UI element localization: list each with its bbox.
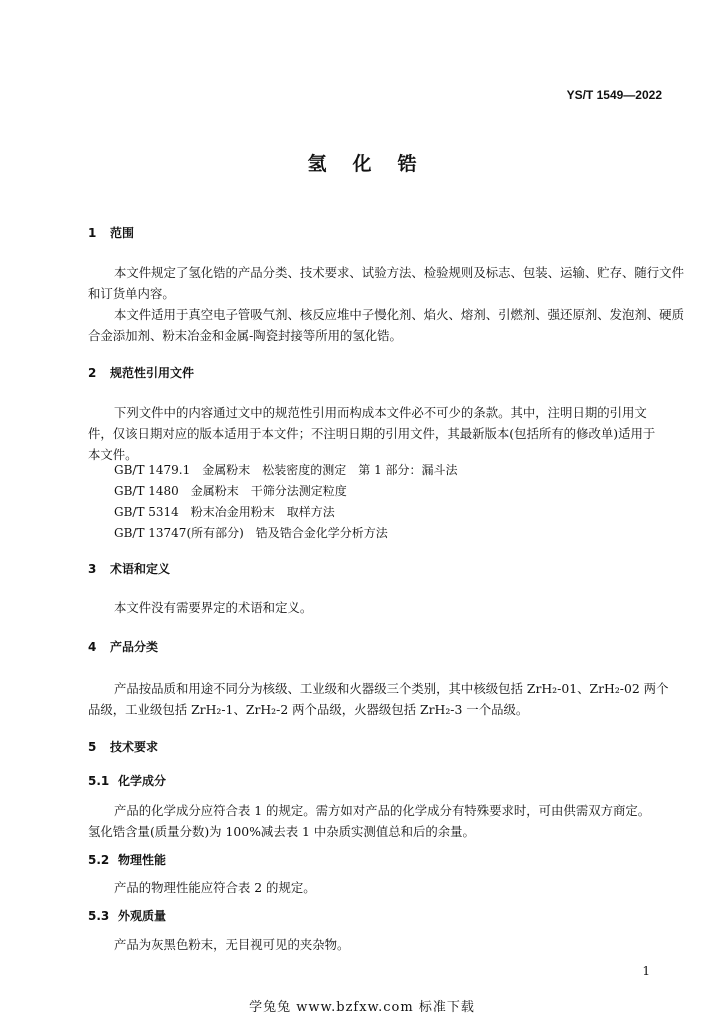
text-line: 本文件。 [88, 447, 138, 462]
section-5-heading [88, 738, 158, 755]
section-2-heading [88, 364, 194, 381]
section-3-paragraph-1 [88, 597, 312, 618]
section-5-3-heading [88, 907, 166, 924]
section-1-heading [88, 224, 134, 241]
text-line: 合金添加剂、粉末冶金和金属-陶瓷封接等所用的氢化锆。 [88, 328, 402, 343]
section-number: 1 [88, 226, 97, 240]
reference-item: GB/T 1479.1 金属粉末 松装密度的测定 第 1 部分：漏斗法 [114, 463, 458, 477]
section-5-2-heading [88, 851, 166, 868]
section-title: 规范性引用文件 [110, 366, 195, 380]
text-line: 产品为灰黑色粉末，无目视可见的夹杂物。 [114, 937, 350, 952]
section-5-3-paragraph-1 [88, 934, 349, 955]
section-4-heading [88, 638, 158, 655]
text-line: 品级，工业级包括 ZrH₂-1、ZrH₂-2 两个品级，火器级包括 ZrH₂-3 一个品级。 [88, 702, 529, 717]
text-line: 本文件规定了氢化锆的产品分类、技术要求、试验方法、检验规则及标志、包装、运输、贮存、随行文件 [114, 265, 684, 280]
text-line: 和订货单内容。 [88, 286, 175, 301]
text-line: 件，仅该日期对应的版本适用于本文件；不注明日期的引用文件，其最新版本(包括所有的修改单)适用于 [88, 426, 656, 441]
normative-references [114, 460, 458, 544]
text-line: 本文件适用于真空电子管吸气剂、核反应堆中子慢化剂、焰火、熔剂、引燃剂、强还原剂、发泡剂、硬质 [114, 307, 684, 322]
section-title: 产品分类 [110, 640, 159, 654]
footer-watermark: 学兔兔 www.bzfxw.com 标准下载 [249, 1000, 475, 1015]
text-line: 本文件没有需要界定的术语和定义。 [114, 600, 313, 615]
text-line: 产品按品质和用途不同分为核级、工业级和火器级三个类别，其中核级包括 ZrH₂-01、ZrH₂-02 两个 [114, 681, 669, 696]
section-title: 物理性能 [118, 853, 167, 867]
section-4-paragraph-1 [88, 678, 668, 720]
section-5-1-paragraph-1 [88, 800, 650, 842]
section-title: 技术要求 [110, 740, 159, 754]
section-title: 化学成分 [118, 774, 167, 788]
section-number: 5.3 [88, 909, 110, 923]
section-title: 外观质量 [118, 909, 167, 923]
section-3-heading [88, 560, 170, 577]
section-number: 2 [88, 366, 97, 380]
section-1-paragraph-2 [88, 304, 684, 346]
reference-item: GB/T 13747(所有部分) 锆及锆合金化学分析方法 [114, 526, 388, 540]
section-number: 5 [88, 740, 97, 754]
section-2-paragraph-1 [88, 402, 655, 465]
section-5-1-heading [88, 772, 166, 789]
text-line: 下列文件中的内容通过文中的规范性引用而构成本文件必不可少的条款。其中，注明日期的引用文 [114, 405, 647, 420]
text-line: 产品的化学成分应符合表 1 的规定。需方如对产品的化学成分有特殊要求时，可由供需双方商定。 [114, 803, 651, 818]
text-line: 产品的物理性能应符合表 2 的规定。 [114, 880, 316, 895]
reference-item: GB/T 1480 金属粉末 干筛分法测定粒度 [114, 484, 347, 498]
section-title: 范围 [110, 226, 135, 240]
reference-item: GB/T 5314 粉末冶金用粉末 取样方法 [114, 505, 335, 519]
text-line: 氢化锆含量(质量分数)为 100%减去表 1 中杂质实测值总和后的余量。 [88, 824, 475, 839]
section-number: 5.2 [88, 853, 110, 867]
standard-code: YS/T 1549—2022 [566, 88, 662, 102]
document-title: 氢化锆 [307, 153, 443, 175]
section-number: 3 [88, 562, 97, 576]
section-title: 术语和定义 [110, 562, 171, 576]
section-5-2-paragraph-1 [88, 877, 316, 898]
page-number: 1 [642, 964, 650, 978]
section-number: 5.1 [88, 774, 110, 788]
section-number: 4 [88, 640, 97, 654]
section-1-paragraph-1 [88, 262, 684, 304]
